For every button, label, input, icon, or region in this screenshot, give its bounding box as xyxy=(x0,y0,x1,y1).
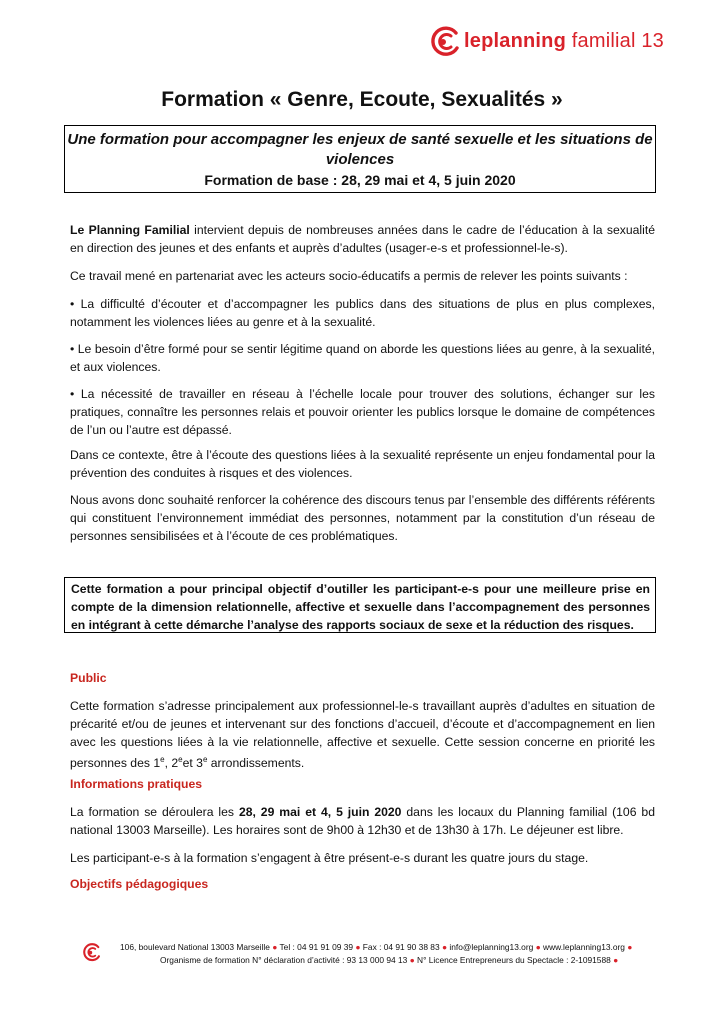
partnership-paragraph: Ce travail mené en partenariat avec les acteurs socio-éducatifs a permis de relever les points suivants : xyxy=(70,269,628,283)
footer-legal-line: Organisme de formation N° déclaration d’activité : 93 13 000 94 13 ● N° Licence Entrepreneurs du Spectacle : 2-1091588 ● xyxy=(160,955,619,965)
bullet-item: • La difficulté d’écouter et d’accompagner les publics dans des situations de plus en plus complexes, notamment les violences liées au genre et à la sexualité. xyxy=(70,297,655,329)
page-title: Formation « Genre, Ecoute, Sexualités » xyxy=(161,88,563,111)
footer-contact-line: 106, boulevard National 13003 Marseille ● Tel : 04 91 91 09 39 ● Fax : 04 91 90 38 83 ● info@leplanning13.org ● www.leplanning13.org ● xyxy=(120,942,633,952)
public-heading: Public xyxy=(70,671,107,685)
brand-name: leplanning familial 13 xyxy=(464,29,664,52)
dates-line: Formation de base : 28, 29 mai et 4, 5 juin 2020 xyxy=(204,172,516,188)
website-link[interactable]: www.leplanning13.org xyxy=(543,942,625,952)
infos-paragraph: La formation se déroulera les 28, 29 mai et 4, 5 juin 2020 dans les locaux du Planning familial (106 bd national 13003 Marseille). Les horaires sont de 9h00 à 12h30 et de 13h30 à 17h. Le déjeuner est libre. xyxy=(70,805,655,837)
infos-heading: Informations pratiques xyxy=(70,777,203,791)
brand-logo xyxy=(426,24,664,58)
intro-paragraph: Le Planning Familial intervient depuis de nombreuses années dans le cadre de l’éducation à la sexualité en direction des jeunes et des enfants et auprès d’adultes (usager-e-s et professionnel-le-s). xyxy=(70,223,655,255)
coherence-paragraph: Nous avons donc souhaité renforcer la cohérence des discours tenus par l’ensemble des différents référents qui constituent l’environnement immédiat des personnes, notamment par la constitution d’un réseau de personnes sensibilisées et à l’écoute de ces problématiques. xyxy=(70,493,655,543)
email-link[interactable]: info@leplanning13.org xyxy=(449,942,534,952)
subtitle: Une formation pour accompagner les enjeux de santé sexuelle et les situations de violences xyxy=(67,131,653,168)
public-paragraph: Cette formation s’adresse principalement aux professionnel-le-s travaillant auprès d’adultes en situation de précarité et/ou de jeunes et intervenant sur des fonctions d’accueil, d’écoute et d’accompagnement en lien avec les questions liées à la vie relationnelle, affective et sexuelle. Cette session concerne en priorité les personnes des 1e, 2eet 3e arrondissements. xyxy=(70,699,655,771)
context-paragraph: Dans ce contexte, être à l’écoute des questions liées à la sexualité représente un enjeu fondamental pour la prévention des conduites à risques et des violences. xyxy=(70,448,655,480)
bullet-item: • Le besoin d’être formé pour se sentir légitime quand on aborde les questions liées au genre, à la sexualité, et aux violences. xyxy=(70,342,655,374)
engagement-paragraph: Les participant-e-s à la formation s’engagent à être présent-e-s durant les quatre jours du stage. xyxy=(70,851,589,865)
objective-box: Cette formation a pour principal objectif d’outiller les participant-e-s pour une meilleure prise en compte de la dimension relationnelle, affective et sexuelle dans l’accompagnement des personnes en intégrant à cette démarche l’analyse des rapports sociaux de sexe et la réduction des risques. xyxy=(64,577,656,633)
planning-familial-logo-icon xyxy=(80,941,102,963)
bullet-item: • La nécessité de travailler en réseau à l’échelle locale pour trouver des solutions, échanger sur les pratiques, connaître les personnes relais et pouvoir orienter les publics lorsque le domaine de compétences de l’un ou l’autre est dépassé. xyxy=(70,387,655,437)
objectifs-heading: Objectifs pédagogiques xyxy=(70,877,209,891)
subtitle-box xyxy=(64,125,656,193)
planning-familial-logo-icon xyxy=(426,24,462,58)
